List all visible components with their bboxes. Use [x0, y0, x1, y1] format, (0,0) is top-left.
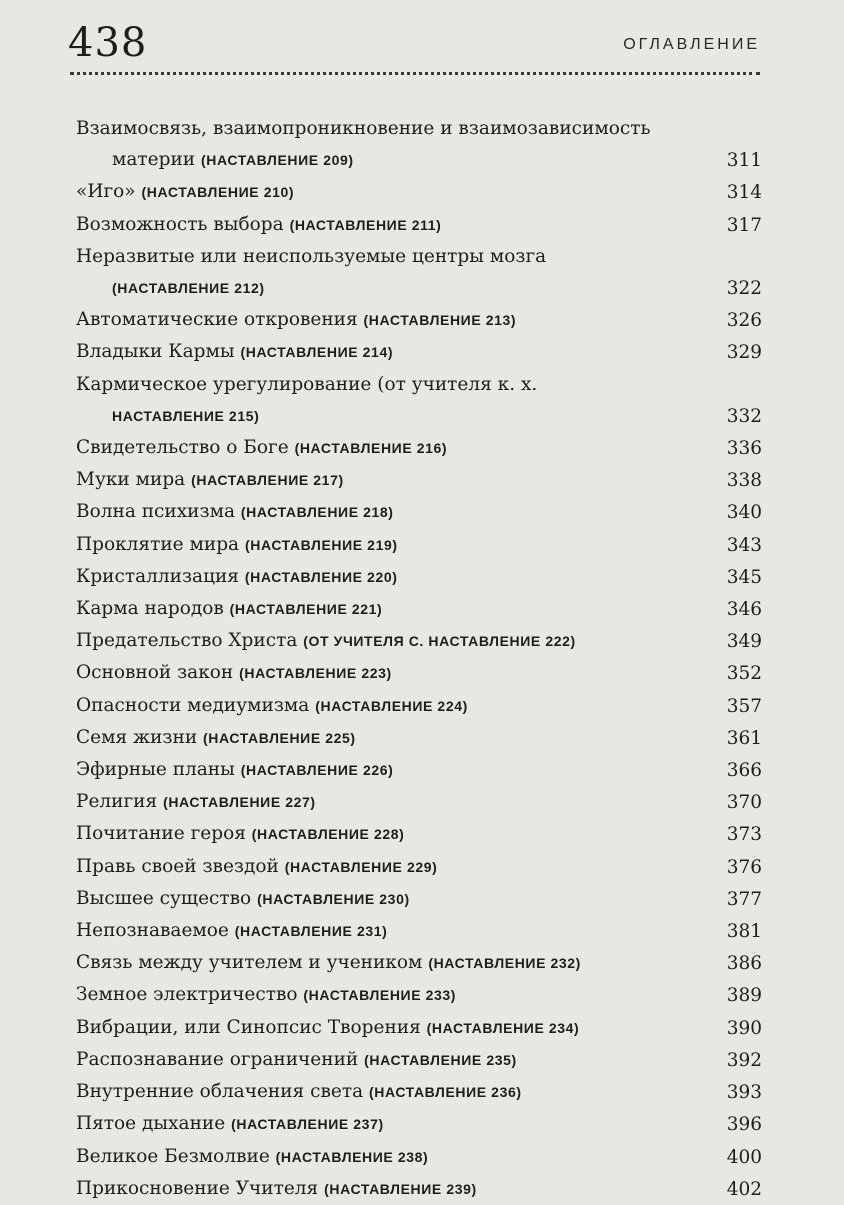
toc-entry-page: 322 [726, 278, 762, 300]
toc-entry-continuation [76, 400, 698, 432]
toc-entry-title: Основной закон [76, 662, 234, 684]
toc-entry[interactable] [76, 786, 762, 818]
toc-entry[interactable] [76, 113, 762, 176]
toc-entry-page: 352 [726, 663, 762, 685]
toc-entry[interactable] [76, 690, 762, 722]
toc-entry-instruction: (НАСТАВЛЕНИЕ 216) [294, 440, 448, 457]
toc-entry-instruction: (НАСТАВЛЕНИЕ 226) [240, 762, 394, 779]
toc-entry-instruction: (НАСТАВЛЕНИЕ 212) [112, 280, 265, 297]
toc-entry-title: Опасности медиумизма [76, 694, 310, 716]
toc-entry-page: 392 [726, 1049, 762, 1071]
toc-entry-page: 357 [726, 695, 762, 717]
toc-entry-page: 381 [726, 921, 762, 943]
toc-entry-page: 346 [726, 599, 762, 621]
toc-entry-instruction: (НАСТАВЛЕНИЕ 237) [231, 1116, 384, 1133]
toc-entry[interactable] [76, 241, 762, 304]
running-title: ОГЛАВЛЕНИЕ [623, 36, 760, 53]
toc-entry-title: Муки мира [76, 469, 186, 491]
toc-entry-instruction: (НАСТАВЛЕНИЕ 210) [141, 184, 295, 201]
toc-entry-title: Связь между учителем и учеником [76, 952, 423, 974]
toc-entry[interactable] [76, 722, 762, 754]
toc-entry-page: 314 [726, 182, 762, 204]
toc-entry-page: 389 [726, 985, 762, 1007]
toc-entry-instruction: (НАСТАВЛЕНИЕ 213) [363, 312, 517, 329]
toc-entry-title: Владыки Кармы [76, 341, 235, 363]
toc-entry-title: Распознавание ограничений [76, 1048, 359, 1070]
toc-entry-title: Пятое дыхание [76, 1113, 226, 1135]
page-number: 438 [68, 20, 148, 66]
toc-entry-instruction: (НАСТАВЛЕНИЕ 231) [234, 923, 388, 940]
toc-entry[interactable] [76, 496, 762, 528]
toc-entry[interactable] [76, 947, 762, 979]
toc-entry-title: Вибрации, или Синопсис Творения [76, 1016, 421, 1038]
toc-entry-instruction: (НАСТАВЛЕНИЕ 236) [368, 1084, 522, 1101]
toc-entry-title: Прикосновение Учителя [76, 1177, 319, 1199]
toc-entry-title: Земное электричество [76, 984, 298, 1006]
toc-entry[interactable] [76, 851, 762, 883]
toc-entry-instruction: (ОТ УЧИТЕЛЯ С. НАСТАВЛЕНИЕ 222) [303, 633, 576, 650]
toc-entry[interactable] [76, 209, 762, 241]
toc-entry-title: Предательство Христа [76, 630, 298, 652]
toc-entry-page: 396 [726, 1114, 762, 1136]
toc-entry-title: Внутренние облачения света [76, 1081, 364, 1103]
toc-entry-page: 311 [726, 150, 762, 172]
toc-entry-title: Карма народов [76, 598, 224, 620]
toc-entry-page: 317 [726, 214, 762, 236]
toc-entry-title: Неразвитые или неиспользуемые центры мозга [76, 245, 547, 267]
toc-entry-title: Высшее существо [76, 887, 252, 909]
toc-entry-instruction: (НАСТАВЛЕНИЕ 223) [239, 665, 392, 682]
toc-entry-title: Автоматические откровения [76, 309, 358, 331]
toc-entry-instruction: (НАСТАВЛЕНИЕ 228) [251, 826, 405, 843]
toc-entry-page: 376 [726, 856, 762, 878]
toc-entry-instruction: НАСТАВЛЕНИЕ 215) [112, 407, 260, 424]
toc-entry-page: 326 [726, 310, 762, 332]
toc-entry-page: 338 [726, 470, 762, 492]
toc-entry-title: Кристаллизация [76, 565, 239, 587]
toc-entry[interactable] [76, 818, 762, 850]
toc-entry-page: 349 [726, 631, 762, 653]
toc-entry[interactable] [76, 369, 762, 432]
toc-entry-title: Почитание героя [76, 823, 246, 845]
toc-entry-continuation [76, 144, 698, 176]
toc-entry-page: 336 [726, 438, 762, 460]
toc-entry-title: Взаимосвязь, взаимопроникновение и взаимозависимость [76, 118, 651, 139]
toc-entry[interactable] [76, 336, 762, 368]
toc-entry[interactable] [76, 432, 762, 464]
toc-entry[interactable] [76, 883, 762, 915]
toc-entry-page: 373 [726, 824, 762, 846]
table-of-contents [76, 113, 762, 1205]
toc-entry-title: «Иго» [76, 181, 136, 203]
toc-entry-title: Волна психизма [76, 501, 236, 523]
toc-entry-page: 400 [726, 1146, 762, 1168]
toc-entry-title: Непознаваемое [76, 920, 229, 942]
toc-entry-instruction: (НАСТАВЛЕНИЕ 225) [203, 729, 356, 746]
toc-entry[interactable] [76, 304, 762, 336]
toc-entry-page: 366 [726, 760, 762, 782]
toc-entry-page: 340 [726, 502, 762, 524]
toc-entry[interactable] [76, 657, 762, 689]
toc-entry-instruction: (НАСТАВЛЕНИЕ 209) [201, 152, 354, 169]
toc-entry-instruction: (НАСТАВЛЕНИЕ 219) [244, 536, 398, 553]
toc-entry[interactable] [76, 625, 762, 657]
toc-entry-page: 329 [726, 342, 762, 364]
toc-entry[interactable] [76, 1076, 762, 1108]
toc-entry-page: 393 [726, 1082, 762, 1104]
dotted-divider [70, 72, 760, 75]
toc-entry-instruction: (НАСТАВЛЕНИЕ 220) [244, 568, 398, 585]
toc-entry-page: 390 [726, 1017, 762, 1039]
toc-entry-title: Правь своей звездой [76, 855, 279, 877]
toc-entry-title: Возможность выбора [76, 213, 284, 235]
toc-entry[interactable] [76, 561, 762, 593]
toc-entry[interactable] [76, 1173, 762, 1205]
toc-entry[interactable] [76, 979, 762, 1011]
toc-entry-instruction: (НАСТАВЛЕНИЕ 230) [257, 890, 410, 907]
toc-entry-instruction: (НАСТАВЛЕНИЕ 238) [275, 1148, 429, 1165]
toc-entry-page: 370 [726, 792, 762, 814]
toc-entry-title: Проклятие мира [76, 533, 240, 555]
toc-entry-title: Религия [76, 791, 158, 813]
toc-entry-instruction: (НАСТАВЛЕНИЕ 232) [428, 955, 581, 972]
toc-entry-instruction: (НАСТАВЛЕНИЕ 233) [303, 987, 457, 1004]
toc-entry-instruction: (НАСТАВЛЕНИЕ 211) [289, 216, 442, 233]
toc-entry[interactable] [76, 529, 762, 561]
toc-entry-instruction: (НАСТАВЛЕНИЕ 218) [240, 504, 394, 521]
toc-entry-title: Эфирные планы [76, 759, 235, 781]
toc-entry[interactable] [76, 754, 762, 786]
toc-entry[interactable] [76, 1012, 762, 1044]
toc-entry-page: 332 [726, 405, 762, 427]
toc-entry-instruction: (НАСТАВЛЕНИЕ 227) [163, 794, 316, 811]
toc-entry-title: Семя жизни [76, 726, 198, 748]
toc-entry[interactable] [76, 1044, 762, 1076]
toc-entry[interactable] [76, 464, 762, 496]
toc-entry-page: 361 [726, 727, 762, 749]
toc-entry[interactable] [76, 1108, 762, 1140]
toc-entry[interactable] [76, 176, 762, 208]
toc-entry-instruction: (НАСТАВЛЕНИЕ 217) [191, 472, 344, 489]
toc-entry[interactable] [76, 593, 762, 625]
toc-entry-instruction: (НАСТАВЛЕНИЕ 229) [284, 858, 438, 875]
toc-entry-page: 377 [726, 888, 762, 910]
toc-entry-page: 402 [726, 1178, 762, 1200]
toc-entry-title: Великое Безмолвие [76, 1145, 270, 1167]
toc-entry-page: 343 [726, 534, 762, 556]
toc-entry-title: Кармическое урегулирование (от учителя к. х. [76, 373, 538, 395]
toc-entry-page: 345 [726, 566, 762, 588]
toc-entry-instruction: (НАСТАВЛЕНИЕ 234) [426, 1019, 580, 1036]
toc-entry-title-continuation: материи [112, 149, 196, 171]
toc-entry-title: Свидетельство о Боге [76, 437, 289, 459]
toc-entry-page: 386 [726, 953, 762, 975]
toc-entry[interactable] [76, 1141, 762, 1173]
toc-entry-instruction: (НАСТАВЛЕНИЕ 221) [229, 601, 383, 618]
toc-entry-instruction: (НАСТАВЛЕНИЕ 214) [240, 344, 394, 361]
toc-entry-instruction: (НАСТАВЛЕНИЕ 239) [324, 1180, 477, 1197]
toc-entry[interactable] [76, 915, 762, 947]
toc-entry-instruction: (НАСТАВЛЕНИЕ 224) [315, 697, 468, 714]
toc-entry-continuation [76, 272, 698, 304]
toc-entry-instruction: (НАСТАВЛЕНИЕ 235) [364, 1051, 517, 1068]
